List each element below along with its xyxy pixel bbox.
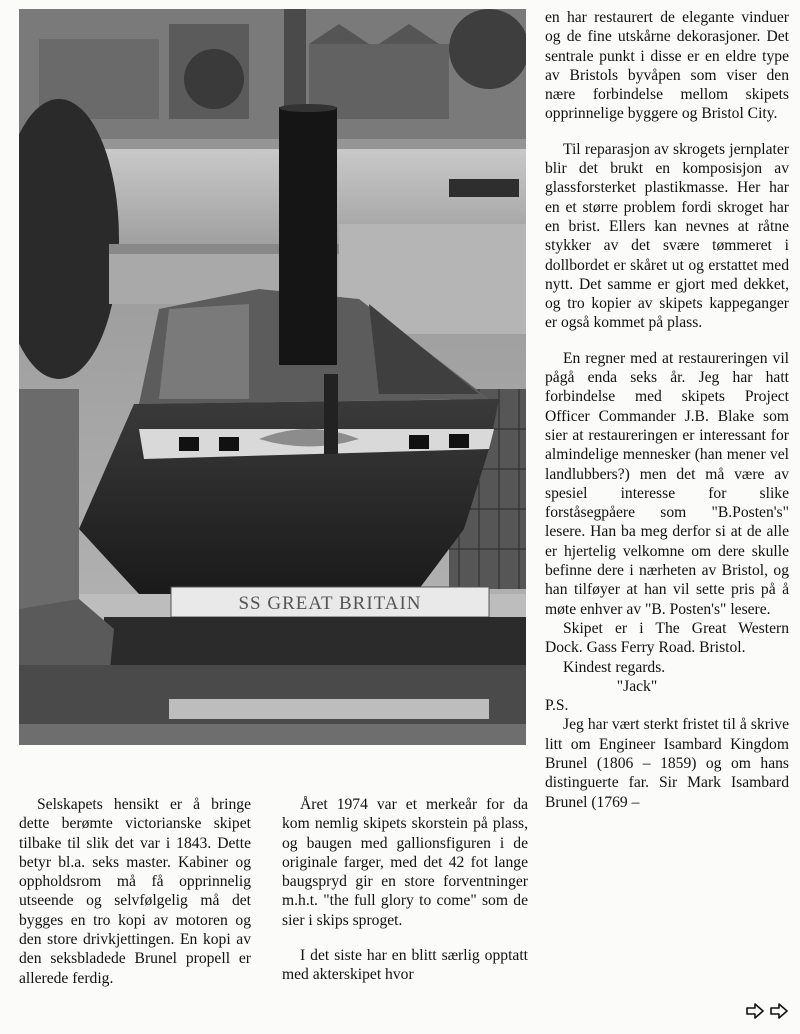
ship-photo <box>19 9 526 745</box>
paragraph: I det siste har en blitt særlig opptatt med akterskipet hvor <box>282 947 528 984</box>
arrow-right-icon <box>770 1003 788 1019</box>
paragraph: Selskapets hensikt er å bringe dette berømte victorianske skipet tilbake til slik det var i 1843. Dette betyr bl.a. seks master. Kabiner og oppholdsrom må få opprinnelig utseende og selvfølgelig må det bygges en tro kopi av motoren og den store drivkjettingen. En kopi av den seksbladede Brunel propell er allerede ferdig. <box>19 796 251 987</box>
signature: "Jack" <box>616 677 658 695</box>
paragraph: en har restaurert de elegante vinduer og de fine utskårne dekorasjoner. Det sentrale punkt i disse er en eldre type av Bristols byvåpen som viser den nære forbindelse mellom skipets opprinnelige byggere og Bristol City. <box>545 9 789 123</box>
paragraph: En regner med at restaureringen vil pågå enda seks år. Jeg har hatt forbindelse med skipets Project Officer Commander J.B. Blake som sier at restaureringen er interessant for almindelige mennesker (han mener vel landlubbers?) men det må være av spesiel interesse for slike forståsegpåere som "B.Posten's" lesere. Han ba meg derfor si at de alle er hjertelig velkomne om dere skulle befinne dere i nærheten av Bristol, og han tilføyer at han vil sette pris på å møte enhver av "B. Posten's" lesere. <box>545 349 789 618</box>
hull-name-text: SS GREAT BRITAIN <box>238 593 422 614</box>
article-column-right <box>545 8 789 812</box>
paragraph: Skipet er i The Great Western Dock. Gass Ferry Road. Bristol. <box>545 619 789 657</box>
article-column-left <box>19 795 251 988</box>
paragraph: Til reparasjon av skrogets jernplater blir det brukt en komposisjon av glassforsterket plastikmasse. Her har en et større problem fordi skroget har en brist. Ellers kan nevnes at råtne stykker av det svære tømmeret i dollbordet er skåret ut og erstattet med nytt. Det samme er gjort med dekket, og tro kopier av skipets kappeganger er også kommet på plass. <box>545 140 789 332</box>
paragraph: Jeg har vært sterkt fristet til å skrive litt om Engineer Isambard Kingdom Brunel (1806 – 1859) og om hans distinguerte far. Sir Mark Isambard Brunel (1769 – <box>545 716 789 811</box>
continuation-arrows <box>746 1003 788 1019</box>
closing-line: Kindest regards. <box>563 658 666 676</box>
paragraph: Året 1974 var et merkeår for da kom nemlig skipets skorstein på plass, og baugen med gallionsfiguren i de originale farger, med det 42 fot lange baugspryd gir en store forventninger m.h.t. "the full glory to come" som de sier i skips sproget. <box>282 796 528 929</box>
arrow-right-icon <box>746 1003 764 1019</box>
article-column-middle <box>282 795 528 985</box>
postscript-label: P.S. <box>545 697 569 715</box>
